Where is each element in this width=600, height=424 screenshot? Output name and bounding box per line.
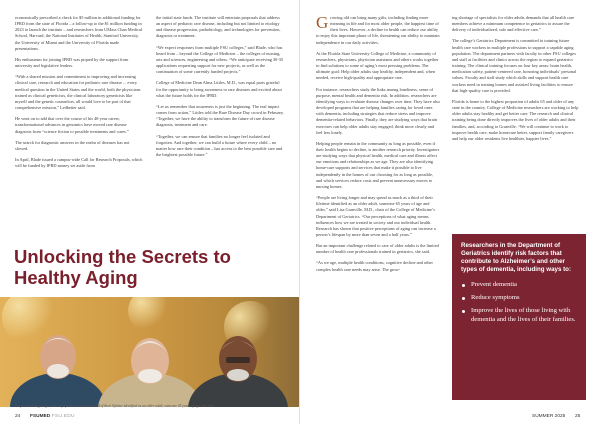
paragraph: But an important challenge related to care of older adults is the limited number of health care professionals trained in geriatrics, she said. [316, 243, 439, 255]
paragraph: He went on to add that over the course of his 40-year career, transformational advances in genomics have moved rare disease diagnosis from “science fiction to possible treatments and cures.” [15, 116, 129, 134]
callout-list-item: Reduce symptoms [461, 294, 577, 302]
brand-name: FSUMED [30, 414, 51, 419]
paragraph: In April, Blade issued a campus-wide Call for Research Proposals, which will be funded by IPRD money set aside from [15, 156, 143, 169]
right-column-2 [452, 15, 580, 147]
photo-illustration [0, 297, 300, 407]
page-number-left: 24 [15, 414, 21, 419]
paragraph: His enthusiasm for joining IPRD was piqued by the support from university and legislative leaders. [15, 56, 129, 69]
paragraph: The search for diagnostic answers in the realm of diseases has not slowed. [15, 139, 130, 151]
left-column-2 [156, 15, 284, 163]
left-column-1 [15, 15, 143, 174]
paragraph: The college’s Geriatrics Department is committed to training future health care workers in multiple professions to support a capable aging population. The department partners with faculty in other FSU colleges and staff at facilities and clinics across the region to expand geriatrics training. The clinical training focuses on four key areas: brain health, medication safety, patient-centered care, honoring individuals’ personal values. Faculty and staff study which skills and support health care workers need in training homes and assisted living facilities to ensure that high-quality care is provided. [452, 38, 577, 93]
paragraph: At the Florida State University College of Medicine, a community of researchers, physicians, physician assistants and others works together to find solutions to some of aging’s most pressing problems. The ultimate goal: Help older adults stay healthy, independent and, when needed, receive high-quality and appropriate care. [316, 50, 439, 81]
paragraph: Growing old can bring many gifts, including finding more meaning in life and for most older people, the happiest time of their lives. However, a decline in health can reduce our ability to enjoy this important phase of life, threatening our ability to maintain independence in our daily activities. [316, 13, 440, 45]
callout-heading: Researchers in the Department of Geriatrics identify risk factors that contribute to Alzheimer’s and other types of dementia, including ways to: [461, 242, 572, 273]
paragraph: For instance, researchers study the links among loneliness, sense of purpose, mental health and dementia risk. In addition, researchers are identifying ways to evaluate disease changes over time. They have also developed programs that are helping families caring for loved ones with dementia, including strategies that reduce stress and improve dementia-related behaviors. Finally, they are studying ways that brain exercises can help older adults stay engaged, think more clearly and feel less lonely. [316, 86, 440, 135]
magazine-brand [30, 412, 75, 422]
page-number-right: 25 [575, 414, 581, 419]
callout-list-item: Improve the lives of those living with dementia and the lives of their families. [461, 307, 577, 323]
paragraph: “As we age, multiple health conditions, cognitive decline and other complex health care needs may arise. The grow- [316, 260, 433, 272]
article-title: Unlocking the Secrets to Healthy Aging [14, 246, 231, 288]
photo-caption: People are living longer and may spend as much as a third of their lifetime identified as an older adult, someone 65 years of age and older. [15, 404, 216, 408]
paragraph: Helping people remain in the community as long as possible, even if their health begins to decline, is another research priority. Investigators are studying ways that physical health, medical care and illness affect our emotions and relationships as we age. They are also identifying home-care supports and services that make it possible to live independently in the homes of our choosing for as long as possible, and which services reduce costs and prevent unnecessary moves to nursing homes. [316, 140, 440, 189]
drop-cap: G [316, 13, 329, 32]
right-column-1 [316, 15, 440, 278]
paragraph: ing shortage of specialists for older adults demands that all health care members achieve a minimum competence in geriatrics to assure the delivery of individualized, safe and effective care.” [452, 15, 575, 33]
seniors-photo [0, 297, 300, 407]
paragraph: “We expect responses from multiple FSU colleges,” said Blade, who has heard from – beyond the College of Medicine – the colleges of nursing, arts and sciences, engineering and others. “We anticipate receiving 30-35 applications requesting support for new projects, as well as the continuation of some currently funded projects.” [156, 44, 284, 75]
callout-list-item: Prevent dementia [461, 281, 577, 289]
issue-date: SUMMER 2025 [532, 414, 566, 419]
paragraph: economically prescribed a check for $5 million in additional funding for IPRD from the state of Florida – a follow-up to the $1 million funding in 2023 to launch the institute – and researchers from UMass Chan Medical School, Harvard, the National Institutes of Health, Stanford University, the University of Miami and the University of Florida made presentations. [15, 15, 143, 51]
paragraph: “With a shared mission and commitment to improving and increasing clinical care, research and education for pediatric rare disease ... every medical question in the United States and the world, both the physicians trained as clinical geneticists, the clinical laboratory geneticists like myself and the genetic counselors, all would love to be part of that comprehensive mission,” Ledbetter said. [15, 74, 141, 111]
paragraph: Florida is home to the highest proportion of adults 65 and older of any state in the country. College of Medicine researchers are working to help older adults stay healthy and get better care. The research and clinical training being done directly improves the lives of older adults and their families, and, according to Granville, “We will continue to work to improve health care, make homecare better, support family caregivers and help our older residents live healthier, happier lives.” [452, 98, 579, 141]
paragraph: College of Medicine Dean Alma Littles, M.D., was equal parts grateful for the opportunity to bring awareness to rare diseases and excited about what the future holds for the IPRD. [156, 80, 282, 98]
paragraph: the initial state funds. The institute will entertain proposals that address an aspect of pediatric rare disease, including but not limited to etiology and disease progression, pathobiology, and technologies for prevention, diagnosis or treatment. [156, 15, 281, 39]
callout-list [461, 281, 577, 324]
paragraph: “Let us remember that awareness is just the beginning. The real impact comes from action,” Littles told the Rare Disease Day crowd in February. “Together, we have the ability to transform the future of rare disease diagnosis, treatment and care. [156, 103, 284, 128]
paragraph: “Together, we can ensure that families no longer feel isolated and forgotten. And together, we can build a future where every child – no matter how rare their condition – has access to the best possible care and the brightest possible future.” [156, 133, 283, 157]
paragraph: “People are living longer and may spend as much as a third of their lifetime identified as an older adult, someone 65 years of age and older,” said Lisa Granville, M.D., chair of the College of Medicine’s Department of Geriatrics. “Our perceptions of what aging means influences how we are treated in society and our individual health. Research has shown that positive perceptions of aging can increase a person’s lifespan by more than seven and a half years.” [316, 195, 436, 237]
brand-url: FSU.EDU [51, 414, 75, 419]
callout-box [452, 234, 586, 400]
